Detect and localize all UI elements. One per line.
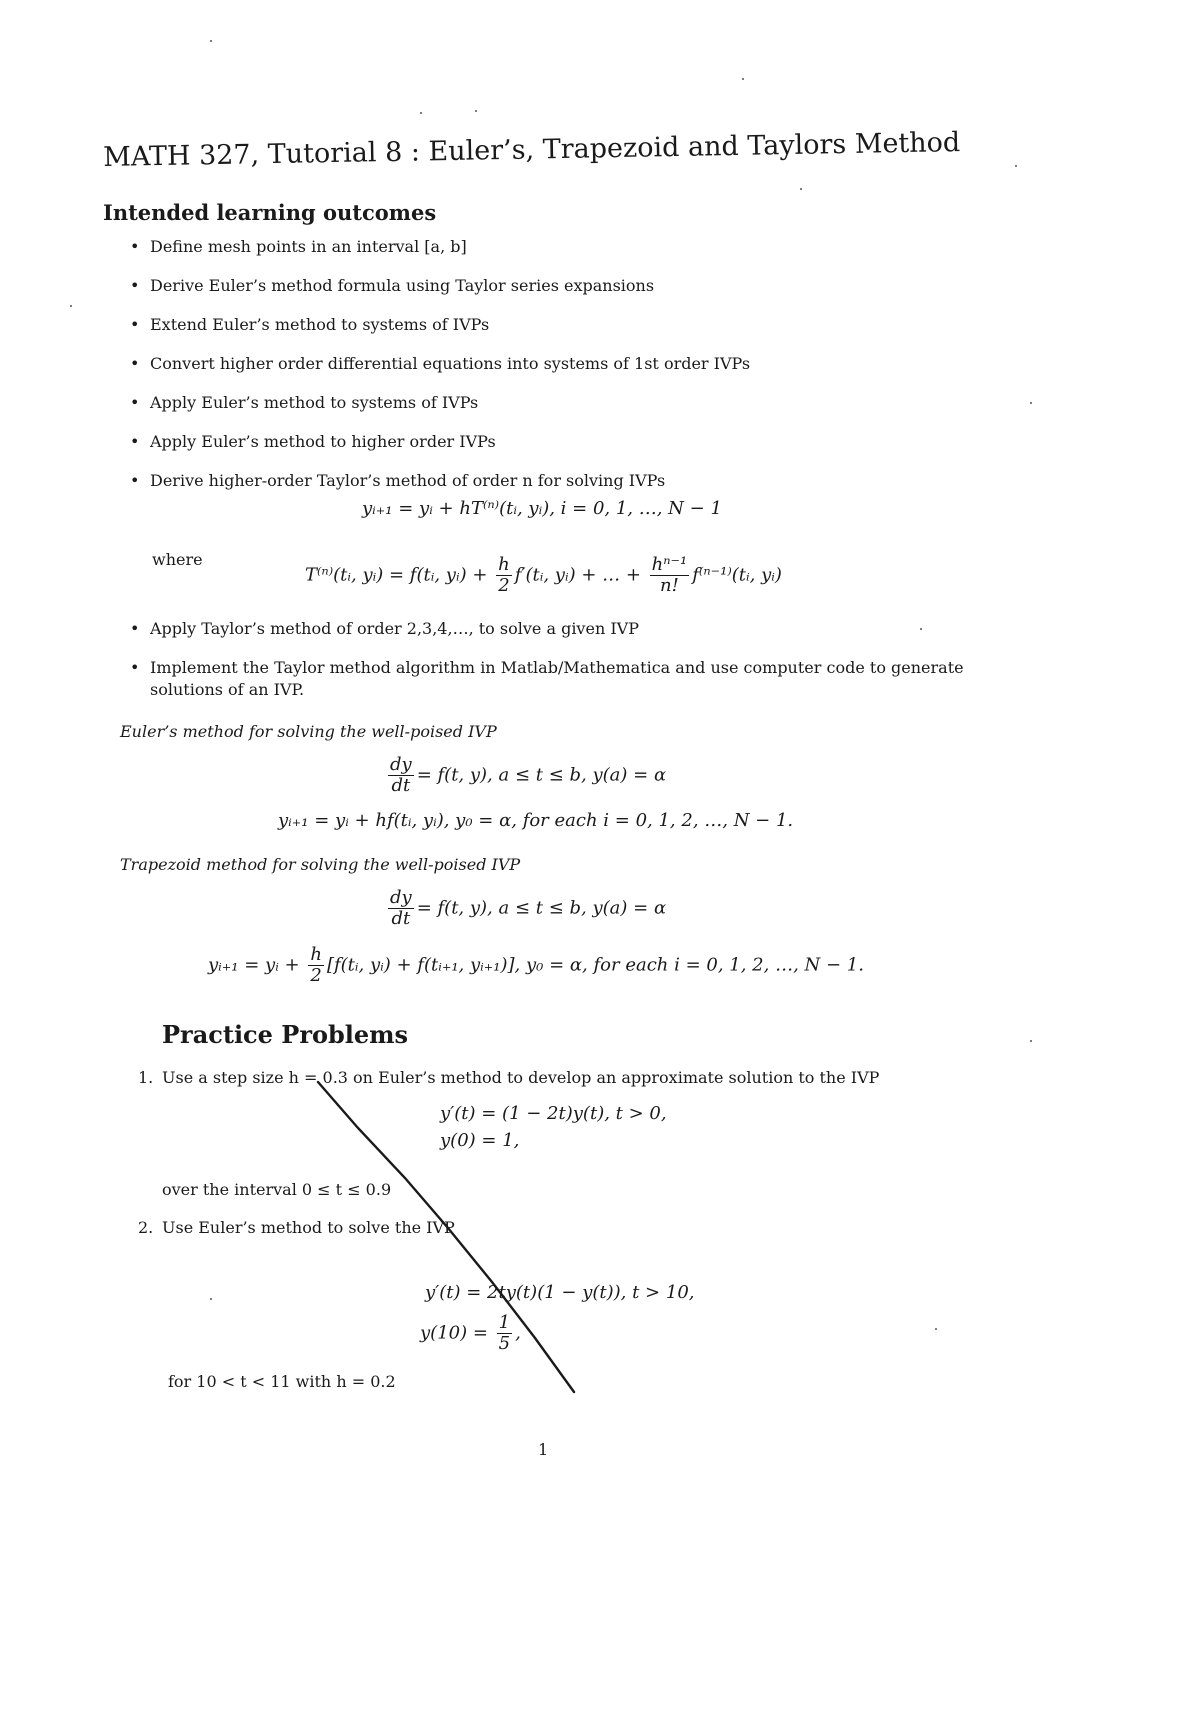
- practice-heading: Practice Problems: [162, 1020, 409, 1049]
- scan-speck: [420, 112, 422, 114]
- scan-speck: [1030, 1040, 1032, 1042]
- scan-speck: [920, 628, 922, 630]
- scan-speck: [1015, 165, 1017, 167]
- problem-1-eq1: y′(t) = (1 − 2t)y(t), t > 0,: [440, 1103, 667, 1124]
- outcome-item: • Derive higher-order Taylor’s method of order n for solving IVPs: [130, 470, 990, 509]
- frac-num: dy: [390, 754, 412, 775]
- outcome-item: • Apply Euler’s method to higher order IVPs: [130, 431, 990, 470]
- frac-den: n!: [660, 575, 679, 596]
- frac-num: 1: [498, 1312, 511, 1333]
- outcome-item: • Convert higher order differential equations into systems of 1st order IVPs: [130, 353, 990, 392]
- problem-1-text: Use a step size h = 0.3 on Euler’s method to develop an approximate solution to the IVP: [162, 1068, 880, 1087]
- ode-rest: = f(t, y), a ≤ t ≤ b, y(a) = α: [416, 764, 667, 786]
- where-eq-mid: f′(tᵢ, yᵢ) + … +: [514, 564, 647, 586]
- problem-2-range: for 10 < t < 11 with h = 0.2: [168, 1372, 396, 1391]
- scan-speck: [475, 110, 477, 112]
- scan-speck: [935, 1328, 937, 1330]
- page-title: MATH 327, Tutorial 8 : Euler’s, Trapezoid and Taylors Method: [103, 127, 961, 173]
- problem-number: 2.: [138, 1218, 154, 1237]
- frac-num: h: [498, 554, 510, 575]
- outcome-item: • Apply Euler’s method to systems of IVPs: [130, 392, 990, 431]
- page-number: 1: [538, 1440, 549, 1459]
- frac-den: dt: [391, 775, 411, 796]
- scheme-rhs: [f(tᵢ, yᵢ) + f(tᵢ₊₁, yᵢ₊₁)], y₀ = α, for each i = 0, 1, 2, …, N − 1.: [326, 954, 864, 976]
- frac-num: dy: [390, 887, 412, 908]
- scan-speck: [1030, 402, 1032, 404]
- frac-num: hⁿ⁻¹: [651, 554, 688, 575]
- where-label: where: [152, 550, 203, 569]
- outcomes-heading: Intended learning outcomes: [103, 200, 437, 225]
- outcome-item: • Apply Taylor’s method of order 2,3,4,…, to solve a given IVP: [130, 618, 990, 657]
- problem-2-eq1: y′(t) = 2ty(t)(1 − y(t)), t > 10,: [425, 1282, 695, 1303]
- trapezoid-caption: Trapezoid method for solving the well-poised IVP: [120, 855, 521, 874]
- eq-rhs: ,: [515, 1322, 521, 1344]
- scan-speck: [800, 188, 802, 190]
- problem-2-text: Use Euler’s method to solve the IVP: [162, 1218, 455, 1237]
- taylor-scheme-equation: yᵢ₊₁ = yᵢ + hT⁽ⁿ⁾(tᵢ, yᵢ), i = 0, 1, …, N − 1: [362, 498, 722, 519]
- scan-speck: [210, 40, 212, 42]
- problem-1-interval: over the interval 0 ≤ t ≤ 0.9: [162, 1180, 392, 1199]
- scan-speck: [210, 1298, 212, 1300]
- outcome-item: • Implement the Taylor method algorithm in Matlab/Mathematica and use computer code to generate solutions of an IVP.: [130, 657, 990, 715]
- scheme-lhs: yᵢ₊₁ = yᵢ +: [208, 954, 306, 976]
- problem-number: 1.: [138, 1068, 154, 1087]
- outcome-item: • Derive Euler’s method formula using Taylor series expansions: [130, 275, 990, 314]
- frac-den: dt: [391, 908, 411, 929]
- frac-den: 5: [498, 1333, 511, 1354]
- euler-scheme: yᵢ₊₁ = yᵢ + hf(tᵢ, yᵢ), y₀ = α, for each i = 0, 1, 2, …, N − 1.: [278, 810, 794, 831]
- problem-1-eq2: y(0) = 1,: [440, 1130, 520, 1151]
- outcome-item: • Extend Euler’s method to systems of IVPs: [130, 314, 990, 353]
- eq-lhs: y(10) =: [420, 1322, 494, 1344]
- scan-speck: [70, 305, 72, 307]
- frac-num: h: [310, 944, 322, 965]
- where-eq-end: f⁽ⁿ⁻¹⁾(tᵢ, yᵢ): [692, 564, 782, 586]
- where-eq-lhs: T⁽ⁿ⁾(tᵢ, yᵢ) = f(tᵢ, yᵢ) +: [305, 564, 494, 586]
- euler-caption: Euler’s method for solving the well-poised IVP: [120, 722, 497, 741]
- scan-speck: [742, 78, 744, 80]
- outcome-item: • Define mesh points in an interval [a, b]: [130, 236, 990, 275]
- ode-rest: = f(t, y), a ≤ t ≤ b, y(a) = α: [416, 897, 667, 919]
- frac-den: 2: [498, 575, 510, 596]
- frac-den: 2: [310, 965, 322, 986]
